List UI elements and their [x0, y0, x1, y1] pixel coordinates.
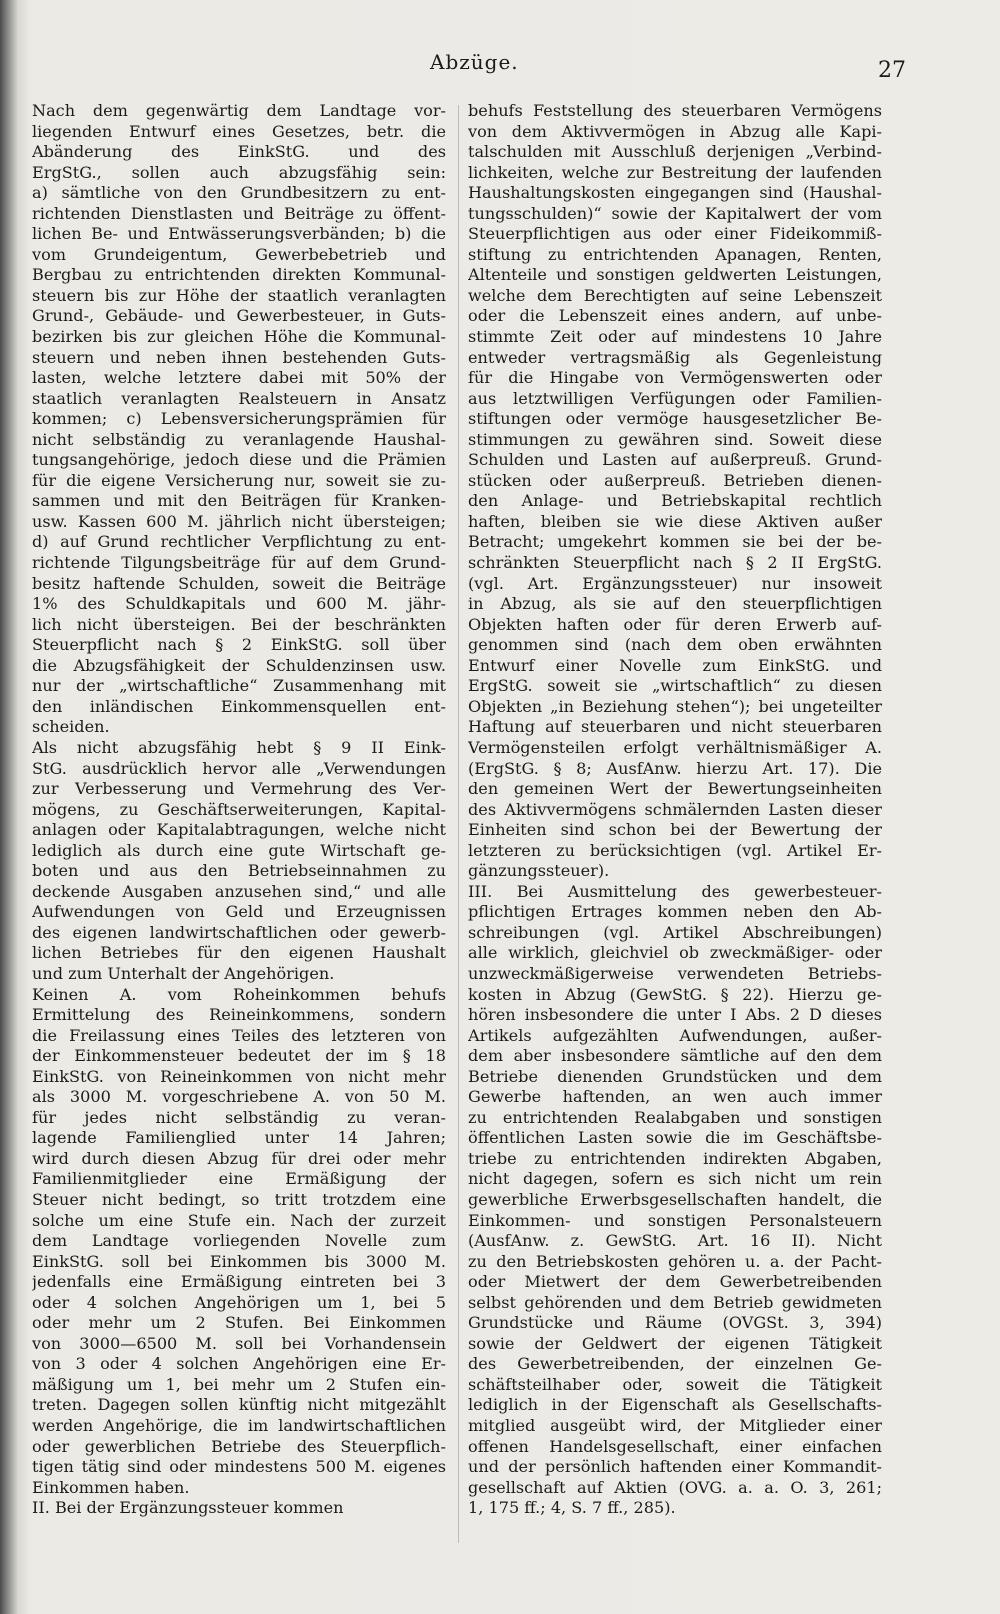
- text-line: genommen sind (nach dem oben erwähnten: [468, 635, 882, 655]
- text-line: wird durch diesen Abzug für drei oder mehr: [32, 1148, 446, 1168]
- page-number: 27: [878, 58, 906, 83]
- text-line: offenen Handelsgesellschaft, einer einfachen: [468, 1436, 882, 1456]
- left-text-column: [32, 101, 446, 1519]
- text-line: sammen und mit den Beiträgen für Kranken-: [32, 491, 446, 511]
- text-line: Keinen A. vom Roheinkommen behufs: [32, 984, 446, 1004]
- text-line: scheiden.: [32, 717, 110, 737]
- text-line: Altenteile und sonstigen geldwerten Leistungen,: [468, 265, 882, 285]
- text-line: Haftung auf steuerbaren und nicht steuerbaren: [468, 717, 882, 737]
- text-line: selbst gehörenden und dem Betrieb gewidmeten: [468, 1292, 882, 1312]
- text-line: den gemeinen Wert der Bewertungseinheiten: [468, 779, 882, 799]
- text-line: nur der „wirtschaftliche“ Zusammenhang mit: [32, 676, 446, 696]
- text-line: tungsschulden)“ sowie der Kapitalwert der vom: [468, 203, 882, 223]
- text-line: dem Landtage vorliegenden Novelle zum: [32, 1231, 446, 1251]
- text-line: schreibungen (vgl. Artikel Abschreibungen): [468, 922, 882, 942]
- text-line: zur Verbesserung und Vermehrung des Ver-: [32, 779, 446, 799]
- text-line: stimmungen zu gewähren sind. Soweit diese: [468, 429, 882, 449]
- text-line: talschulden mit Ausschluß derjenigen „Verbind-: [468, 142, 882, 162]
- text-line: 1, 175 ff.; 4, S. 7 ff., 285).: [468, 1498, 676, 1518]
- text-line: oder Mietwert der dem Gewerbetreibenden: [468, 1272, 882, 1292]
- text-line: bezirken bis zur gleichen Höhe die Kommunal-: [32, 327, 446, 347]
- text-line: behufs Feststellung des steuerbaren Vermögens: [468, 101, 882, 120]
- text-line: lediglich in der Eigenschaft als Gesellschafts-: [468, 1395, 882, 1415]
- text-line: Artikels aufgezählten Aufwendungen, außer-: [468, 1025, 882, 1045]
- text-line: deckende Ausgaben anzusehen sind,“ und alle: [32, 881, 446, 901]
- text-line: Grundstücke und Räume (OVGSt. 3, 394): [468, 1313, 882, 1333]
- text-line: von dem Aktivvermögen in Abzug alle Kapi-: [468, 121, 882, 141]
- text-line: mäßigung um 1, bei mehr um 2 Stufen ein-: [32, 1374, 446, 1394]
- text-line: EinkStG. von Reineinkommen von nicht mehr: [32, 1066, 446, 1086]
- text-line: steuern bis zur Höhe der staatlich veranlagten: [32, 285, 446, 305]
- text-line: des eigenen landwirtschaftlichen oder gewerb-: [32, 922, 446, 942]
- text-line: Einkommen- und sonstigen Personalsteuern: [468, 1210, 882, 1230]
- text-line: Objekten „in Beziehung stehen“); bei ungeteilter: [468, 696, 882, 716]
- text-line: (AusfAnw. z. GewStG. Art. 16 II). Nicht: [468, 1231, 882, 1251]
- text-line: entweder vertragsmäßig als Gegenleistung: [468, 347, 882, 367]
- text-line: gewerbliche Erwerbsgesellschaften handelt, die: [468, 1189, 882, 1209]
- right-text-column: [468, 101, 882, 1519]
- text-line: besitz haftende Schulden, soweit die Beiträge: [32, 573, 446, 593]
- text-line: mitglied ausgeübt wird, der Mitglieder einer: [468, 1416, 882, 1435]
- text-line: von 3000—6500 M. soll bei Vorhandensein: [32, 1333, 446, 1353]
- text-line: Gewerbe haftenden, an wen auch immer: [468, 1087, 882, 1107]
- column-divider: [458, 105, 459, 1543]
- text-line: solche um eine Stufe ein. Nach der zurzeit: [32, 1210, 446, 1230]
- text-line: oder 4 solchen Angehörigen um 1, bei 5: [32, 1292, 446, 1312]
- text-line: lichkeiten, welche zur Bestreitung der laufenden: [468, 162, 882, 182]
- text-line: staatlich veranlagten Realsteuern in Ansatz: [32, 388, 446, 408]
- text-line: lichen Be- und Entwässerungsverbänden; b) die: [32, 224, 446, 244]
- text-line: unzweckmäßigerweise verwendeten Betriebs-: [468, 963, 882, 983]
- text-line: Steuer nicht bedingt, so tritt trotzdem eine: [32, 1189, 446, 1209]
- text-line: haften, bleiben sie wie diese Aktiven außer: [468, 511, 882, 531]
- text-line: und der persönlich haftenden einer Kommandit-: [468, 1457, 882, 1477]
- text-line: zu entrichtenden Realabgaben und sonstigen: [468, 1107, 882, 1127]
- text-line: usw. Kassen 600 M. jährlich nicht übersteigen;: [32, 511, 446, 531]
- text-line: gesellschaft auf Aktien (OVG. a. a. O. 3, 261;: [468, 1477, 882, 1497]
- text-line: die Freilassung eines Teiles des letzteren von: [32, 1025, 446, 1045]
- text-line: Abänderung des EinkStG. und des: [32, 142, 446, 162]
- text-line: Ermittelung des Reineinkommens, sondern: [32, 1005, 446, 1025]
- text-line: liegenden Entwurf eines Gesetzes, betr. die: [32, 121, 446, 141]
- text-line: Aufwendungen von Geld und Erzeugnissen: [32, 902, 446, 922]
- text-line: stiftung zu entrichtenden Apanagen, Renten,: [468, 244, 882, 264]
- page-header: [0, 50, 1000, 90]
- text-line: nicht dagegen, sofern es sich nicht um rein: [468, 1169, 882, 1189]
- text-line: Betriebe dienenden Grundstücken und dem: [468, 1066, 882, 1086]
- text-line: lasten, welche letztere dabei mit 50% der: [32, 368, 446, 388]
- text-line: Vermögensteilen erfolgt verhältnismäßiger A.: [468, 737, 882, 757]
- text-line: pflichtigen Ertrages kommen neben den Ab-: [468, 902, 882, 922]
- text-line: der Einkommensteuer bedeutet der im § 18: [32, 1046, 446, 1066]
- text-line: von 3 oder 4 solchen Angehörigen eine Er-: [32, 1354, 446, 1374]
- text-line: Entwurf einer Novelle zum EinkStG. und: [468, 655, 882, 675]
- text-line: gänzungssteuer).: [468, 861, 610, 881]
- text-line: anlagen oder Kapitalabtragungen, welche nicht: [32, 820, 446, 840]
- text-line: mögens, zu Geschäftserweiterungen, Kapital-: [32, 799, 446, 819]
- text-line: stimmte Zeit oder auf mindestens 10 Jahre: [468, 327, 882, 347]
- text-line: stiftungen oder vermöge hausgesetzlicher Be-: [468, 409, 882, 429]
- text-line: (vgl. Art. Ergänzungssteuer) nur insoweit: [468, 573, 882, 593]
- text-line: alle wirklich, gleichviel ob zweckmäßiger- oder: [468, 943, 882, 963]
- text-line: kommen; c) Lebensversicherungsprämien für: [32, 409, 446, 429]
- text-line: vom Grundeigentum, Gewerbebetrieb und: [32, 244, 446, 264]
- text-line: Steuerpflicht nach § 2 EinkStG. soll über: [32, 635, 446, 655]
- text-line: des Gewerbetreibenden, der einzelnen Ge-: [468, 1354, 882, 1374]
- text-line: schäftsteilhaber oder, soweit die Tätigkeit: [468, 1374, 882, 1394]
- text-line: Haushaltungskosten eingegangen sind (Haushal-: [468, 183, 882, 203]
- text-line: Einkommen haben.: [32, 1477, 190, 1497]
- text-line: sowie der Geldwert der eigenen Tätigkeit: [468, 1333, 882, 1353]
- text-line: die Abzugsfähigkeit der Schuldenzinsen usw.: [32, 655, 446, 675]
- text-line: Nach dem gegenwärtig dem Landtage vor-: [32, 101, 446, 120]
- text-line: steuern und neben ihnen bestehenden Guts-: [32, 347, 446, 367]
- text-line: tungsangehörige, jedoch diese und die Prämien: [32, 450, 446, 470]
- text-line: für jedes nicht selbständig zu veran-: [32, 1107, 446, 1127]
- text-line: lich nicht übersteigen. Bei der beschränkten: [32, 614, 446, 634]
- text-line: Steuerpflichtigen aus oder einer Fideikommiß-: [468, 224, 882, 244]
- text-line: oder die Lebenszeit eines andern, auf unbe-: [468, 306, 882, 326]
- text-line: richtende Tilgungsbeiträge für auf dem Grund-: [32, 553, 446, 573]
- text-line: III. Bei Ausmittelung des gewerbesteuer-: [468, 881, 882, 901]
- text-line: werden Angehörige, die im landwirtschaftlichen: [32, 1416, 446, 1435]
- text-line: ErgStG., sollen auch abzugsfähig sein:: [32, 162, 446, 182]
- text-line: in Abzug, als sie auf den steuerpflichtigen: [468, 594, 882, 614]
- text-line: schränkten Steuerpflicht nach § 2 II ErgStG.: [468, 553, 882, 573]
- text-line: des Aktivvermögens schmälernden Lasten dieser: [468, 799, 882, 819]
- text-line: als 3000 M. vorgeschriebene A. von 50 M.: [32, 1087, 446, 1107]
- text-line: öffentlichen Lasten sowie die im Geschäftsbe-: [468, 1128, 882, 1148]
- text-line: 1% des Schuldkapitals und 600 M. jähr-: [32, 594, 446, 614]
- text-line: kosten in Abzug (GewStG. § 22). Hierzu ge-: [468, 984, 882, 1004]
- text-line: Betracht; umgekehrt kommen sie bei der be-: [468, 532, 882, 552]
- text-line: lagende Familienglied unter 14 Jahren;: [32, 1128, 446, 1148]
- text-line: stücken oder außerpreuß. Betrieben dienen-: [468, 470, 882, 490]
- text-line: Bergbau zu entrichtenden direkten Kommunal-: [32, 265, 446, 285]
- text-line: für die eigene Versicherung nur, soweit sie zu-: [32, 470, 446, 490]
- running-title: Abzüge.: [430, 50, 519, 74]
- text-line: Objekten haften oder für deren Erwerb auf-: [468, 614, 882, 634]
- text-line: oder gewerblichen Betriebe des Steuerpflich-: [32, 1436, 446, 1456]
- text-line: richtenden Dienstlasten und Beiträge zu öffent-: [32, 203, 446, 223]
- text-line: jedenfalls eine Ermäßigung eintreten bei 3: [32, 1272, 446, 1292]
- text-line: hören insbesondere die unter I Abs. 2 D dieses: [468, 1005, 882, 1025]
- text-line: für die Hingabe von Vermögenswerten oder: [468, 368, 882, 388]
- text-line: triebe zu entrichtenden indirekten Abgaben,: [468, 1148, 882, 1168]
- text-line: dem aber insbesondere sämtliche auf den dem: [468, 1046, 882, 1066]
- text-line: Grund-, Gebäude- und Gewerbesteuer, in Guts-: [32, 306, 446, 326]
- text-line: aus letztwilligen Verfügungen oder Familien-: [468, 388, 882, 408]
- text-line: nicht selbständig zu veranlagende Haushal-: [32, 429, 446, 449]
- text-line: Einheiten sind schon bei der Bewertung der: [468, 820, 882, 840]
- text-line: den Anlage- und Betriebskapital rechtlich: [468, 491, 882, 511]
- text-line: d) auf Grund rechtlicher Verpflichtung zu ent-: [32, 532, 446, 552]
- text-line: Familienmitglieder eine Ermäßigung der: [32, 1169, 446, 1189]
- text-line: a) sämtliche von den Grundbesitzern zu ent-: [32, 183, 446, 203]
- text-line: Als nicht abzugsfähig hebt § 9 II Eink-: [32, 737, 446, 757]
- text-line: Schulden und Lasten auf außerpreuß. Grund-: [468, 450, 882, 470]
- text-line: (ErgStG. § 8; AusfAnw. hierzu Art. 17). Die: [468, 758, 882, 778]
- text-line: den inländischen Einkommensquellen ent-: [32, 696, 446, 716]
- text-line: letzteren zu berücksichtigen (vgl. Artikel Er-: [468, 840, 882, 860]
- text-line: ErgStG. soweit sie „wirtschaftlich“ zu diesen: [468, 676, 882, 696]
- text-line: II. Bei der Ergänzungssteuer kommen: [32, 1498, 344, 1518]
- text-line: EinkStG. soll bei Einkommen bis 3000 M.: [32, 1251, 446, 1271]
- text-line: StG. ausdrücklich hervor alle „Verwendungen: [32, 758, 446, 778]
- text-line: welche dem Berechtigten auf seine Lebenszeit: [468, 285, 882, 305]
- text-line: zu den Betriebskosten gehören u. a. der Pacht-: [468, 1251, 882, 1271]
- text-line: tigen tätig sind oder mindestens 500 M. eigenes: [32, 1457, 446, 1477]
- text-line: oder mehr um 2 Stufen. Bei Einkommen: [32, 1313, 446, 1333]
- text-line: lediglich als durch eine gute Wirtschaft ge-: [32, 840, 446, 860]
- text-line: boten und aus den Betriebseinnahmen zu: [32, 861, 446, 881]
- text-line: lichen Betriebes für den eigenen Haushalt: [32, 943, 446, 963]
- text-line: und zum Unterhalt der Angehörigen.: [32, 963, 335, 983]
- text-line: treten. Dagegen sollen künftig nicht mitgezählt: [32, 1395, 446, 1415]
